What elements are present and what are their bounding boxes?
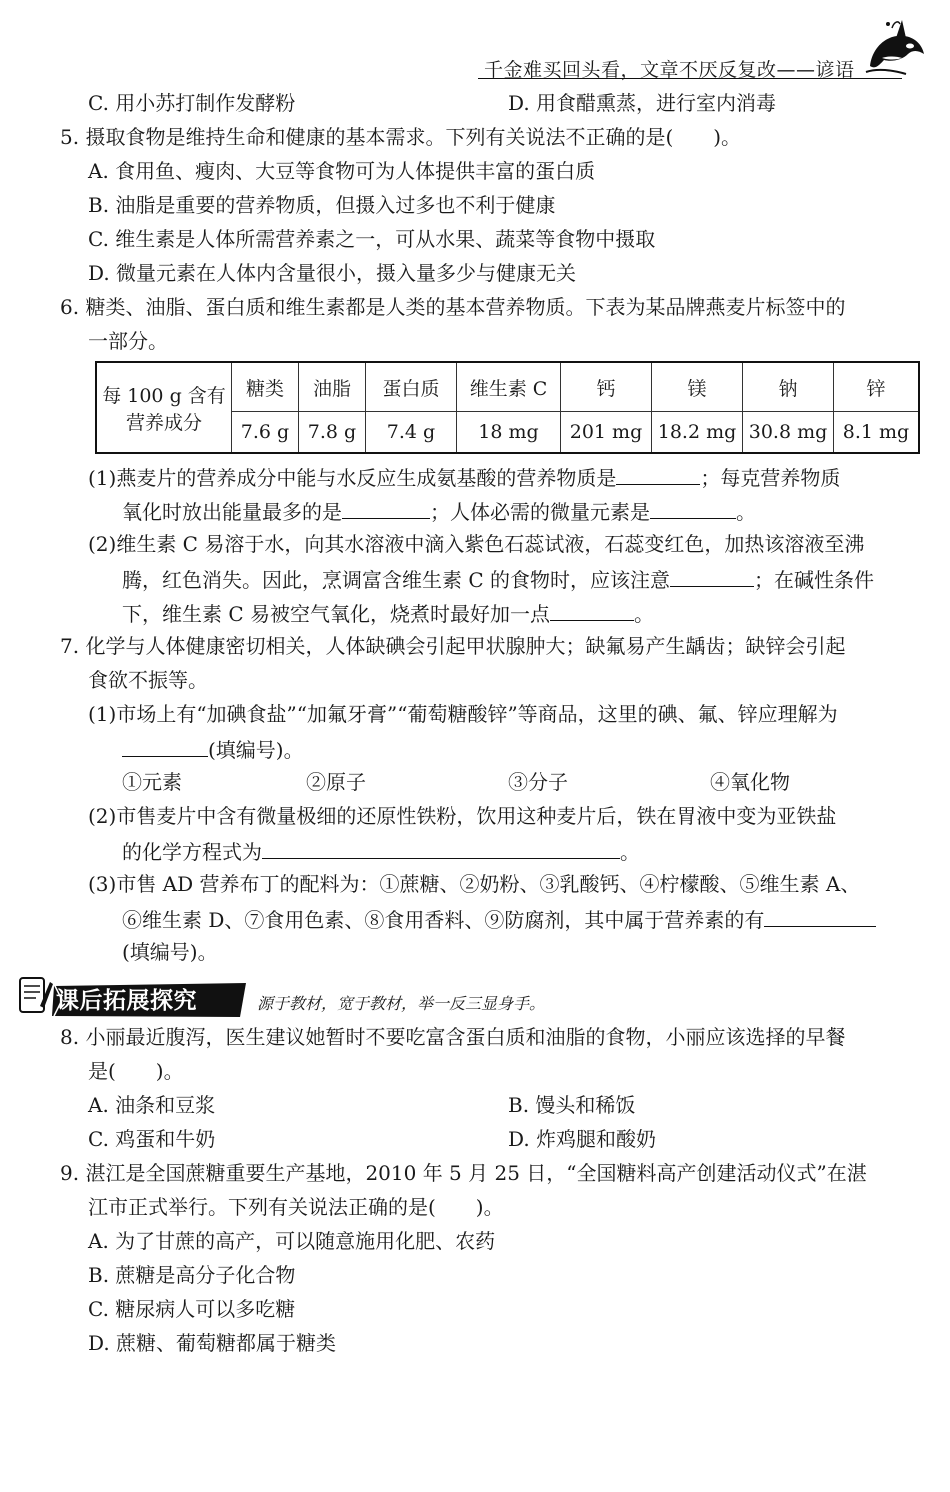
section-subtitle: 源于教材，宽于教材，举一反三显身手。 bbox=[257, 994, 546, 1013]
q7-option-1: ①元素 bbox=[122, 770, 182, 794]
q8-option-b: B. 馒头和稀饭 bbox=[508, 1093, 636, 1117]
table-header-cell: 钙 bbox=[561, 362, 652, 412]
q9-option-c: C. 糖尿病人可以多吃糖 bbox=[88, 1297, 296, 1321]
q6-stem-line1: 6. 糖类、油脂、蛋白质和维生素都是人类的基本营养物质。下表为某品牌燕麦片标签中的 bbox=[60, 295, 846, 319]
q9-stem-line2: 江市正式举行。下列有关说法正确的是( )。 bbox=[88, 1195, 504, 1219]
table-row-header: 每 100 g 含有 营养成分 bbox=[96, 362, 232, 453]
header-motto: 千金难买回头看，文章不厌反复改——谚语 bbox=[484, 59, 855, 81]
table-header-cell: 维生素 C bbox=[457, 362, 561, 412]
answer-blank[interactable] bbox=[616, 466, 700, 485]
q5-option-c: C. 维生素是人体所需营养素之一，可从水果、蔬菜等食物中摄取 bbox=[88, 227, 656, 251]
table-value-cell: 7.4 g bbox=[366, 412, 457, 453]
q6-stem-line2: 一部分。 bbox=[88, 329, 168, 353]
table-header-cell: 镁 bbox=[652, 362, 743, 412]
q9-option-b: B. 蔗糖是高分子化合物 bbox=[88, 1263, 296, 1287]
table-value-cell: 7.8 g bbox=[299, 412, 366, 453]
nutrition-table bbox=[95, 361, 920, 454]
table-value-cell: 8.1 mg bbox=[834, 412, 920, 453]
answer-blank[interactable] bbox=[670, 568, 754, 587]
answer-blank[interactable] bbox=[342, 500, 430, 519]
q7-stem-line1: 7. 化学与人体健康密切相关，人体缺碘会引起甲状腺肿大；缺氟易产生龋齿；缺锌会引起 bbox=[60, 634, 846, 658]
table-value-cell: 201 mg bbox=[561, 412, 652, 453]
answer-blank[interactable] bbox=[122, 738, 208, 757]
answer-blank[interactable] bbox=[262, 840, 620, 859]
table-value-cell: 18.2 mg bbox=[652, 412, 743, 453]
q7-part3-line1: (3)市售 AD 营养布丁的配料为：①蔗糖、②奶粉、③乳酸钙、④柠檬酸、⑤维生素 A、 bbox=[88, 872, 861, 896]
q7-part3-line3: (填编号)。 bbox=[122, 940, 218, 964]
q8-stem-line2: 是( )。 bbox=[88, 1059, 184, 1083]
q6-part2-line1: (2)维生素 C 易溶于水，向其水溶液中滴入紫色石蕊试液，石蕊变红色，加热该溶液至沸 bbox=[88, 532, 865, 556]
q8-stem-line1: 8. 小丽最近腹泻，医生建议她暂时不要吃富含蛋白质和油脂的食物，小丽应该选择的早餐 bbox=[60, 1025, 846, 1049]
q8-option-c: C. 鸡蛋和牛奶 bbox=[88, 1127, 216, 1151]
answer-blank[interactable] bbox=[550, 602, 634, 621]
table-value-cell: 7.6 g bbox=[232, 412, 299, 453]
q7-part2-line1: (2)市售麦片中含有微量极细的还原性铁粉，饮用这种麦片后，铁在胃液中变为亚铁盐 bbox=[88, 804, 837, 828]
q7-option-4: ④氧化物 bbox=[710, 770, 790, 794]
q6-part2-line3: 下，维生素 C 易被空气氧化，烧煮时最好加一点 。 bbox=[122, 602, 655, 626]
q5-option-b: B. 油脂是重要的营养物质，但摄入过多也不利于健康 bbox=[88, 193, 556, 217]
q7-part2-line2: 的化学方程式为 。 bbox=[122, 840, 640, 864]
q9-stem-line1: 9. 湛江是全国蔗糖重要生产基地，2010 年 5 月 25 日，“全国糖料高产创建活动仪式”在湛 bbox=[60, 1161, 867, 1185]
section-title: 课后拓展探究 bbox=[56, 988, 197, 1014]
q6-part1-line2: 氧化时放出能量最多的是 ；人体必需的微量元素是 。 bbox=[122, 500, 756, 524]
q8-option-a: A. 油条和豆浆 bbox=[88, 1093, 216, 1117]
table-header-cell: 油脂 bbox=[299, 362, 366, 412]
table-header-cell: 糖类 bbox=[232, 362, 299, 412]
table-header-cell: 钠 bbox=[743, 362, 834, 412]
q5-option-a: A. 食用鱼、瘦肉、大豆等食物可为人体提供丰富的蛋白质 bbox=[88, 159, 596, 183]
pencil-icon bbox=[14, 972, 54, 1022]
table-value-cell: 30.8 mg bbox=[743, 412, 834, 453]
prev-option-c: C. 用小苏打制作发酵粉 bbox=[88, 91, 296, 115]
q6-part1-line1: (1)燕麦片的营养成分中能与水反应生成氨基酸的营养物质是 ；每克营养物质 bbox=[88, 466, 841, 490]
q9-option-a: A. 为了甘蔗的高产，可以随意施用化肥、农药 bbox=[88, 1229, 496, 1253]
q6-part2-line2: 腾，红色消失。因此，烹调富含维生素 C 的食物时，应该注意 ；在碱性条件 bbox=[122, 568, 875, 592]
q7-option-3: ③分子 bbox=[508, 770, 568, 794]
q7-part1-line2: (填编号)。 bbox=[122, 738, 304, 760]
table-header-cell: 蛋白质 bbox=[366, 362, 457, 412]
q7-option-2: ②原子 bbox=[306, 770, 366, 794]
table-header-cell: 锌 bbox=[834, 362, 920, 412]
answer-blank[interactable] bbox=[764, 908, 876, 927]
q7-part1-line1: (1)市场上有“加碘食盐”“加氟牙膏”“葡萄糖酸锌”等商品，这里的碘、氟、锌应理解为 bbox=[88, 702, 838, 726]
q9-option-d: D. 蔗糖、葡萄糖都属于糖类 bbox=[88, 1331, 337, 1355]
orca-mascot-icon bbox=[862, 14, 932, 80]
answer-blank[interactable] bbox=[650, 500, 736, 519]
q7-stem-line2: 食欲不振等。 bbox=[88, 668, 208, 692]
q5-stem: 5. 摄取食物是维持生命和健康的基本需求。下列有关说法不正确的是( )。 bbox=[60, 125, 742, 149]
q8-option-d: D. 炸鸡腿和酸奶 bbox=[508, 1127, 657, 1151]
table-value-cell: 18 mg bbox=[457, 412, 561, 453]
header-rule bbox=[478, 78, 902, 79]
q5-option-d: D. 微量元素在人体内含量很小，摄入量多少与健康无关 bbox=[88, 261, 577, 285]
q7-part3-line2: ⑥维生素 D、⑦食用色素、⑧食用香料、⑨防腐剂，其中属于营养素的有 bbox=[122, 908, 876, 930]
prev-option-d: D. 用食醋熏蒸，进行室内消毒 bbox=[508, 91, 777, 115]
